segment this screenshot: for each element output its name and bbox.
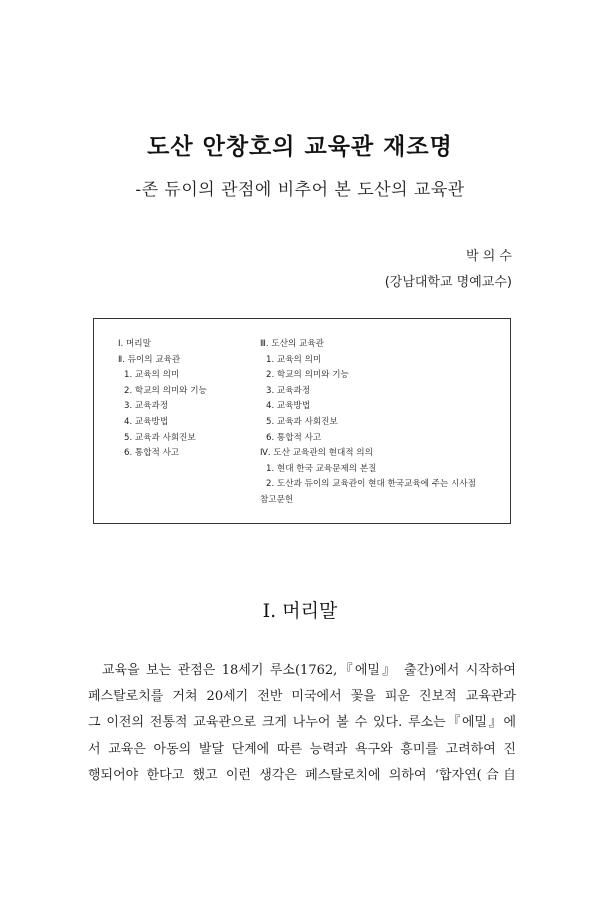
toc-item: 2. 학교의 의미와 기능 [266,370,349,381]
toc-item: 1. 교육의 의미 [266,354,322,365]
body-line: 교육을 보는 관점은 18세기 루소(1762,『에밀』 출간)에서 시작하여 [102,663,516,678]
toc-item: Ⅳ. 도산 교육관의 현대적 의의 [260,448,373,459]
author-block [385,244,512,296]
toc-item: 1. 현대 한국 교육문제의 본질 [266,463,377,474]
toc-item: 참고문헌 [260,494,294,505]
section-heading: Ⅰ. 머리말 [262,600,338,622]
toc-item: 5. 교육과 사회진보 [266,416,338,427]
body-paragraph [88,658,516,789]
toc-item: Ⅱ. 듀이의 교육관 [118,354,181,365]
toc-left-column [118,337,207,462]
toc-item: 5. 교육과 사회진보 [124,432,196,443]
toc-item: 6. 통합적 사고 [266,432,322,443]
toc-item: 3. 교육과정 [124,401,169,412]
paper-subtitle: -존 듀이의 관점에 비추어 본 도산의 교육관 [135,180,465,200]
table-of-contents [93,318,511,524]
body-line: 그 이전의 전통적 교육관으로 크게 나누어 볼 수 있다. 루소는『에밀』에 [88,715,516,731]
toc-item: Ⅲ. 도산의 교육관 [260,339,324,349]
body-line: 페스탈로치를 거쳐 20세기 전반 미국에서 꽃을 피운 진보적 교육관과 [88,689,516,705]
author-affiliation: (강남대학교 명예교수) [384,275,512,290]
body-line: 행되어야 한다고 했고 이런 생각은 페스탈로치에 의하여 ‘합자연(合自 [88,767,516,783]
toc-item: 2. 도산과 듀이의 교육관이 현대 한국교육에 주는 시사점 [266,479,476,490]
body-line: 서 교육은 아동의 발달 단계에 따른 능력과 욕구와 흥미를 고려하여 진 [88,741,516,757]
paper-title: 도산 안창호의 교육관 재조명 [147,134,453,160]
toc-item: Ⅰ. 머리말 [118,339,151,349]
toc-item: 2. 학교의 의미와 기능 [124,385,207,396]
toc-item: 4. 교육방법 [266,401,311,412]
toc-item: 6. 통합적 사고 [124,448,180,459]
toc-item: 1. 교육의 의미 [124,370,180,381]
toc-item: 3. 교육과정 [266,385,311,396]
toc-item: 4. 교육방법 [124,416,169,427]
toc-right-column [260,337,476,509]
author-name: 박 의 수 [466,249,512,264]
